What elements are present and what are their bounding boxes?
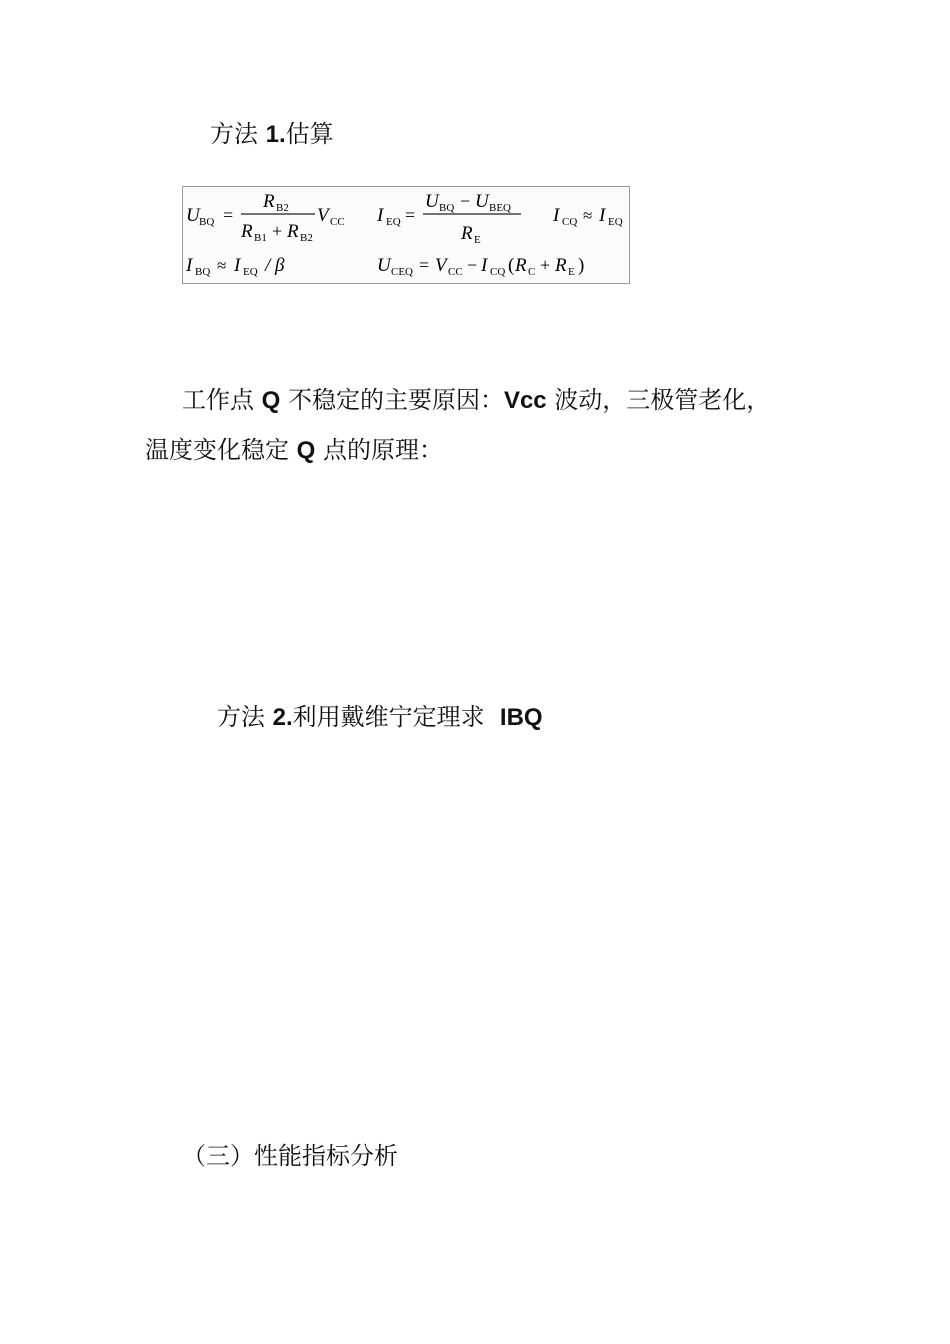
rb2-den: R: [287, 221, 299, 242]
formula-ieq: [376, 191, 521, 246]
den-plus: +: [272, 221, 283, 241]
rc-symbol: R: [515, 255, 527, 276]
ieq-ibq-rhs: I: [234, 255, 241, 276]
para1-text-5: 点的原理：: [315, 436, 443, 464]
vcc-symbol: V: [317, 205, 329, 226]
re-den: R: [461, 223, 473, 244]
formula-ubq: [186, 191, 345, 244]
formula-uceq: [377, 255, 584, 278]
rb2-den-sub: B2: [300, 232, 313, 244]
uceq-symbol: U: [377, 255, 391, 276]
rb1-den-sub: B1: [254, 232, 267, 244]
rb2-num-sub: B2: [276, 202, 289, 214]
method2-prefix: 方法: [217, 703, 273, 731]
method2-heading: [217, 701, 543, 734]
ubeq-num-sub: BEQ: [489, 202, 511, 214]
method1-heading: [210, 118, 334, 151]
vcc2-sub: CC: [448, 266, 463, 278]
icq-approx: ≈: [583, 206, 593, 225]
ubq-num: U: [425, 191, 439, 212]
method2-target: IBQ: [499, 704, 543, 731]
para1-q-1: Q: [261, 387, 281, 414]
num-minus: −: [460, 191, 471, 211]
method2-number: 2.: [272, 704, 293, 731]
re-den-sub: E: [474, 234, 481, 246]
ibq-sub: BQ: [195, 266, 211, 278]
icq2-symbol: I: [481, 255, 488, 276]
ibq-symbol: I: [186, 255, 193, 276]
paren-plus: +: [540, 255, 551, 275]
re2-sub: E: [568, 266, 575, 278]
ieq-rhs: I: [599, 205, 606, 226]
ieq-sub: EQ: [386, 216, 401, 228]
rb1-den: R: [241, 221, 253, 242]
icq-sub: CQ: [562, 216, 578, 228]
ubeq-num: U: [475, 191, 489, 212]
ubq-num-sub: BQ: [439, 202, 455, 214]
para1-text-2: 不稳定的主要原因：: [280, 386, 504, 414]
para1-vcc: Vcc: [503, 387, 547, 414]
formula-ibq: [185, 255, 285, 278]
para1-line2: [145, 434, 443, 467]
ieq-symbol: I: [377, 205, 384, 226]
beta-divisor: / β: [265, 255, 285, 276]
formula-image: [182, 186, 630, 284]
ibq-approx: ≈: [217, 256, 227, 275]
ubq-sub: BQ: [199, 216, 215, 228]
method1-prefix: 方法: [210, 120, 266, 148]
method1-name: 估算: [285, 120, 334, 148]
method1-number: 1.: [265, 121, 286, 148]
ubq-symbol: U: [186, 205, 200, 226]
para1-q-2: Q: [296, 437, 316, 464]
uceq-sub: CEQ: [391, 266, 413, 278]
section3-heading: [182, 1140, 398, 1172]
para1-text-4: 温度变化稳定: [145, 436, 297, 464]
ieq-ibq-rhs-sub: EQ: [243, 266, 258, 278]
re2-symbol: R: [555, 255, 567, 276]
section3-title: （三）性能指标分析: [182, 1142, 398, 1170]
vcc2-symbol: V: [435, 255, 447, 276]
rb2-num: R: [263, 191, 275, 212]
para1-line1: [182, 384, 770, 417]
rc-sub: C: [528, 266, 536, 278]
uceq-minus: −: [467, 255, 478, 275]
para1-text-3: 波动，三极管老化，: [546, 386, 771, 414]
formula-svg: [183, 187, 629, 283]
ubq-equals: =: [223, 205, 234, 225]
formula-icq: [552, 205, 623, 228]
para1-text-1: 工作点: [182, 386, 262, 414]
method2-name: 利用戴维宁定理求: [292, 703, 500, 731]
vcc-sub: CC: [330, 216, 345, 228]
icq-symbol: I: [553, 205, 560, 226]
uceq-equals: =: [419, 255, 430, 275]
close-paren: ): [578, 255, 585, 276]
ieq-rhs-sub: EQ: [608, 216, 623, 228]
open-paren: (: [508, 255, 515, 276]
icq2-sub: CQ: [490, 266, 506, 278]
ieq-equals: =: [405, 205, 416, 225]
